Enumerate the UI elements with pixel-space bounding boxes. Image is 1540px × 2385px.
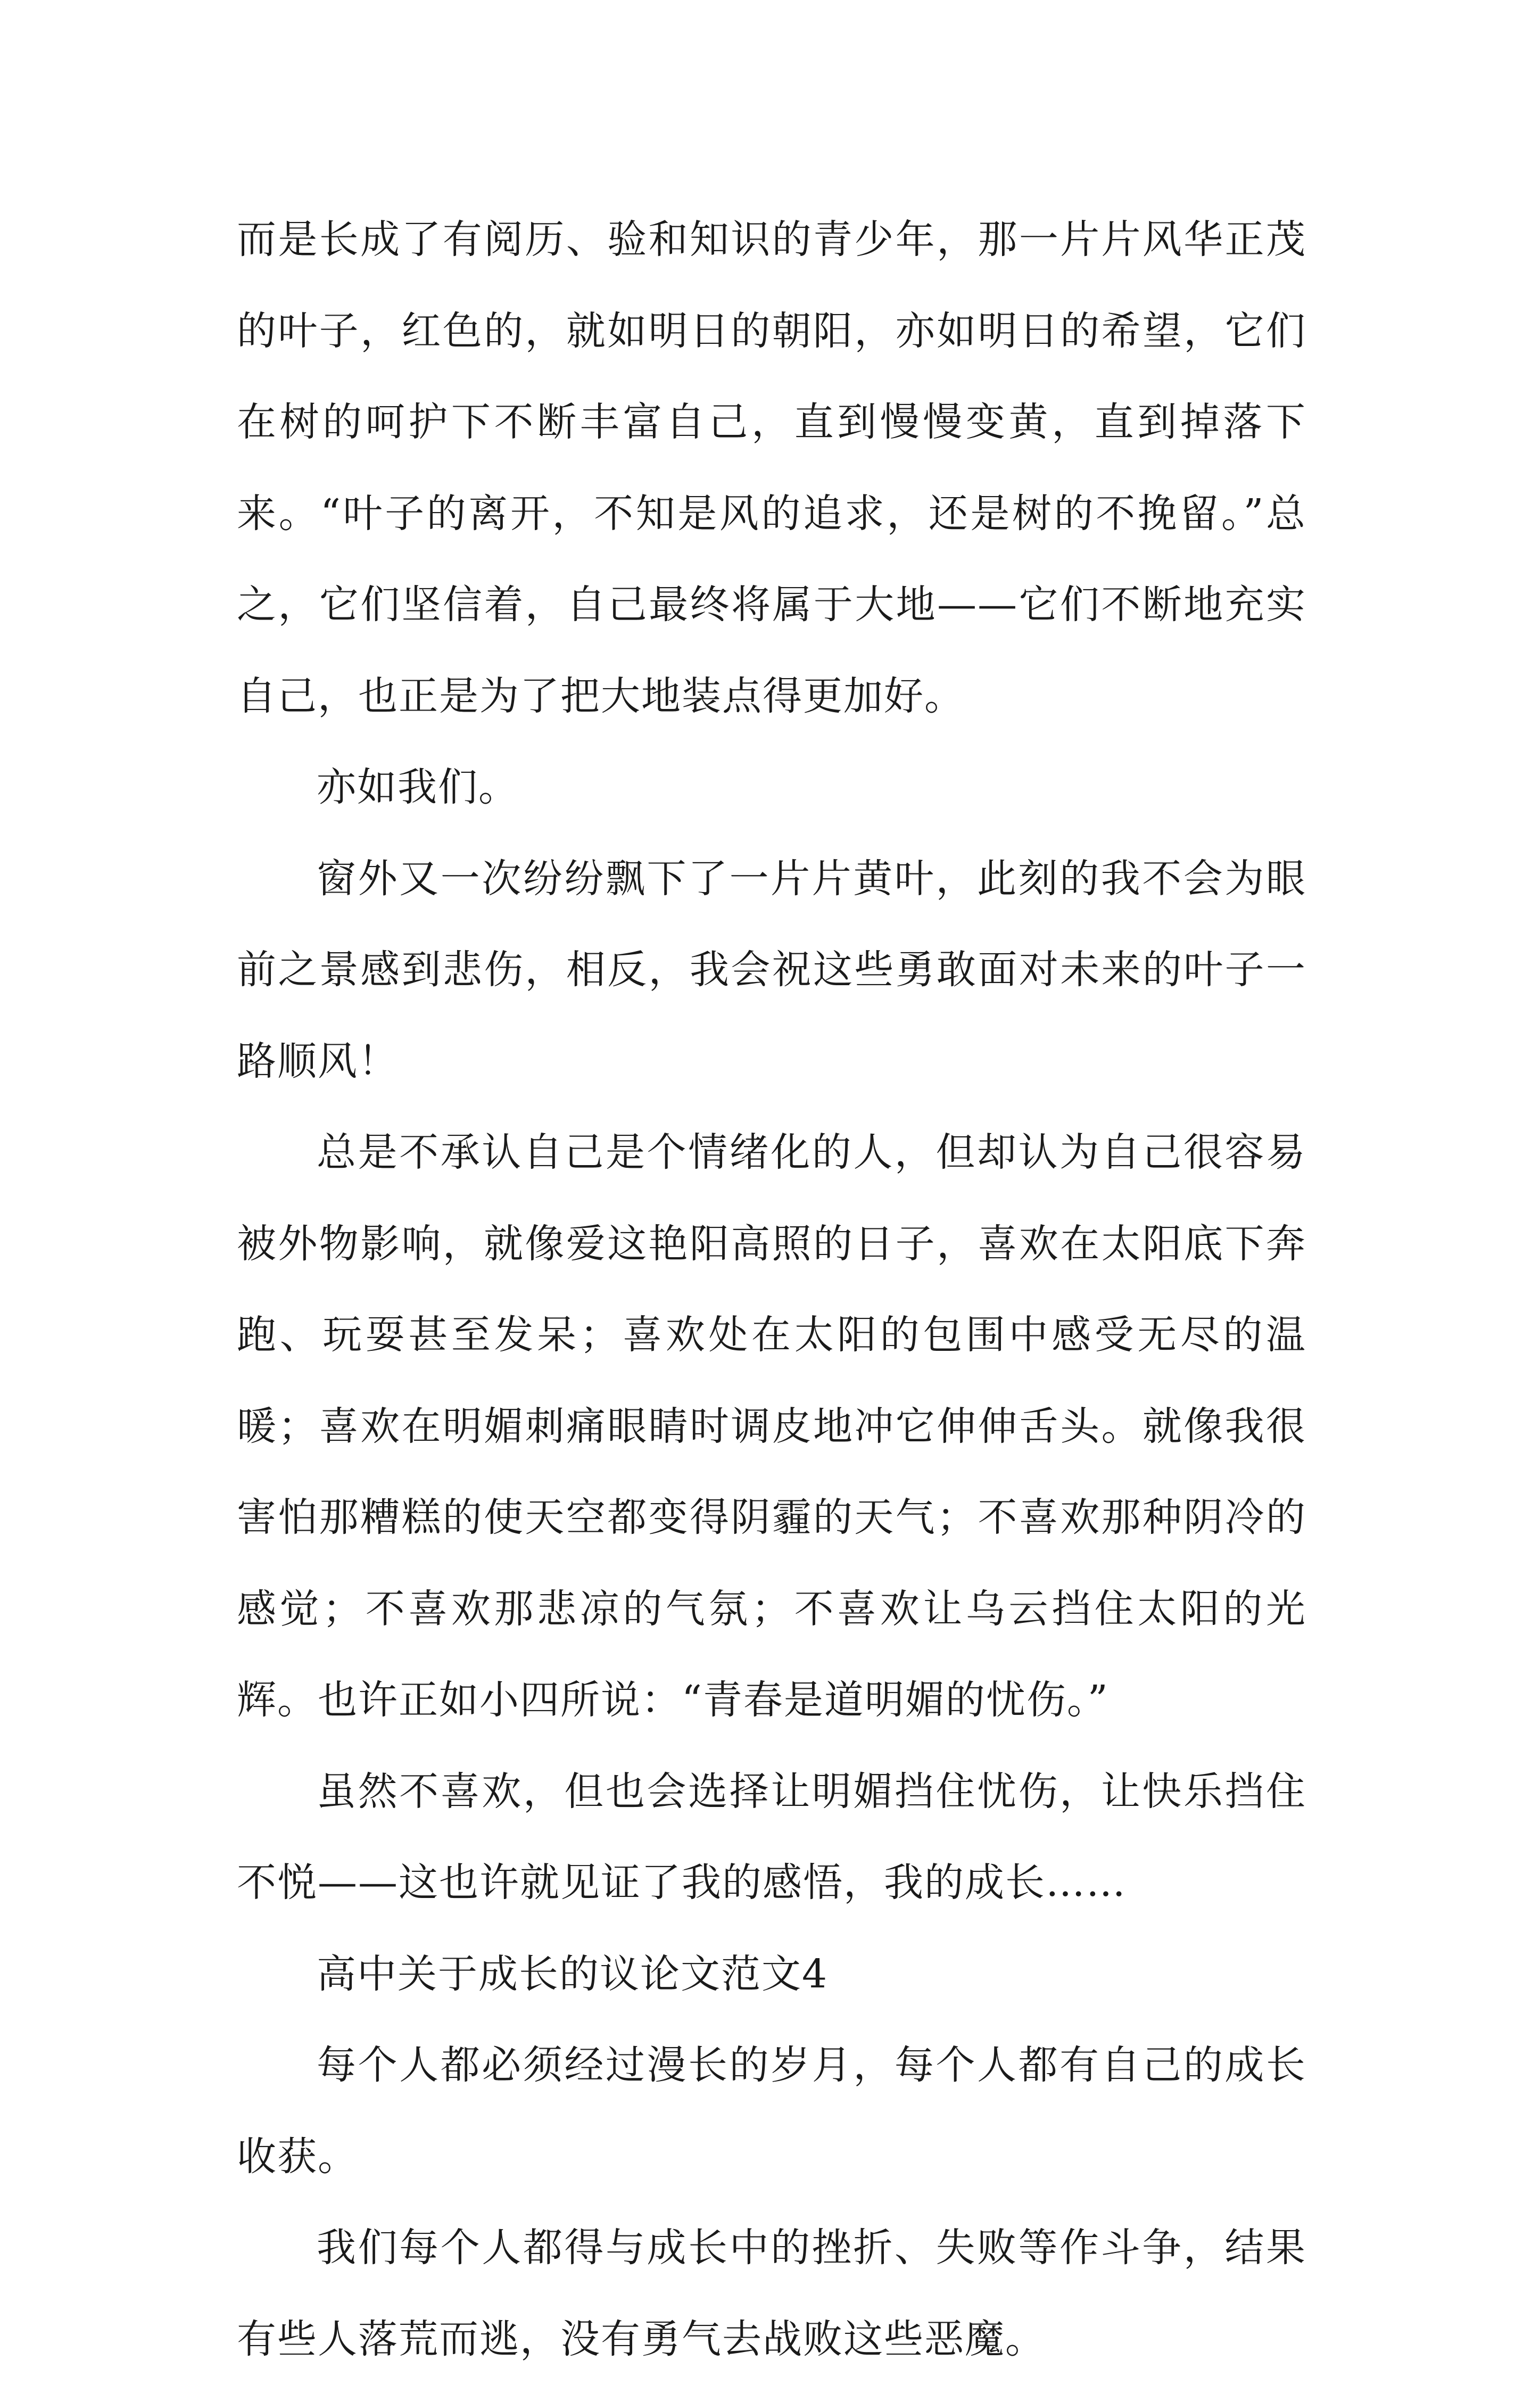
section-heading: 高中关于成长的议论文范文4 — [317, 1951, 829, 1997]
paragraph-1: 而是长成了有阅历、验和知识的青少年，那一片片风华正茂的叶子，红色的，就如明日的朝阳，亦如明日的希望，它们在树的呵护下不断丰富自己，直到慢慢变黄，直到掉落下来。“叶子的离开，不知是风的追求，还是树的不挽留。”总之，它们坚信着，自己最终将属于大地——它们不断地充实自己，也正是为了把大地装点得更加好。 — [237, 217, 1306, 719]
paragraph-5: 虽然不喜欢，但也会选择让明媚挡住忧伤，让快乐挡住不悦——这也许就见证了我的感悟，我的成长…… — [237, 1768, 1306, 1905]
paragraph-2: 亦如我们。 — [317, 764, 519, 810]
paragraph-4: 总是不承认自己是个情绪化的人，但却认为自己很容易被外物影响，就像爱这艳阳高照的日子，喜欢在太阳底下奔跑、玩耍甚至发呆；喜欢处在太阳的包围中感受无尽的温暖；喜欢在明媚刺痛眼睛时调皮地冲它伸伸舌头。就像我很害怕那糟糕的使天空都变得阴霾的天气；不喜欢那种阴冷的感觉；不喜欢那悲凉的气氛；不喜欢让乌云挡住太阳的光辉。也许正如小四所说：“青春是道明媚的忧伤。” — [237, 1129, 1306, 1723]
paragraph-8: 我们每个人都得与成长中的挫折、失败等作斗争，结果有些人落荒而逃，没有勇气去战败这些恶魔。 — [237, 2225, 1306, 2362]
paragraph-3: 窗外又一次纷纷飘下了一片片黄叶，此刻的我不会为眼前之景感到悲伤，相反，我会祝这些勇敢面对未来的叶子一路顺风！ — [237, 855, 1306, 1084]
paragraph-7: 每个人都必须经过漫长的岁月，每个人都有自己的成长收获。 — [237, 2042, 1306, 2180]
document-body — [237, 194, 1306, 2385]
